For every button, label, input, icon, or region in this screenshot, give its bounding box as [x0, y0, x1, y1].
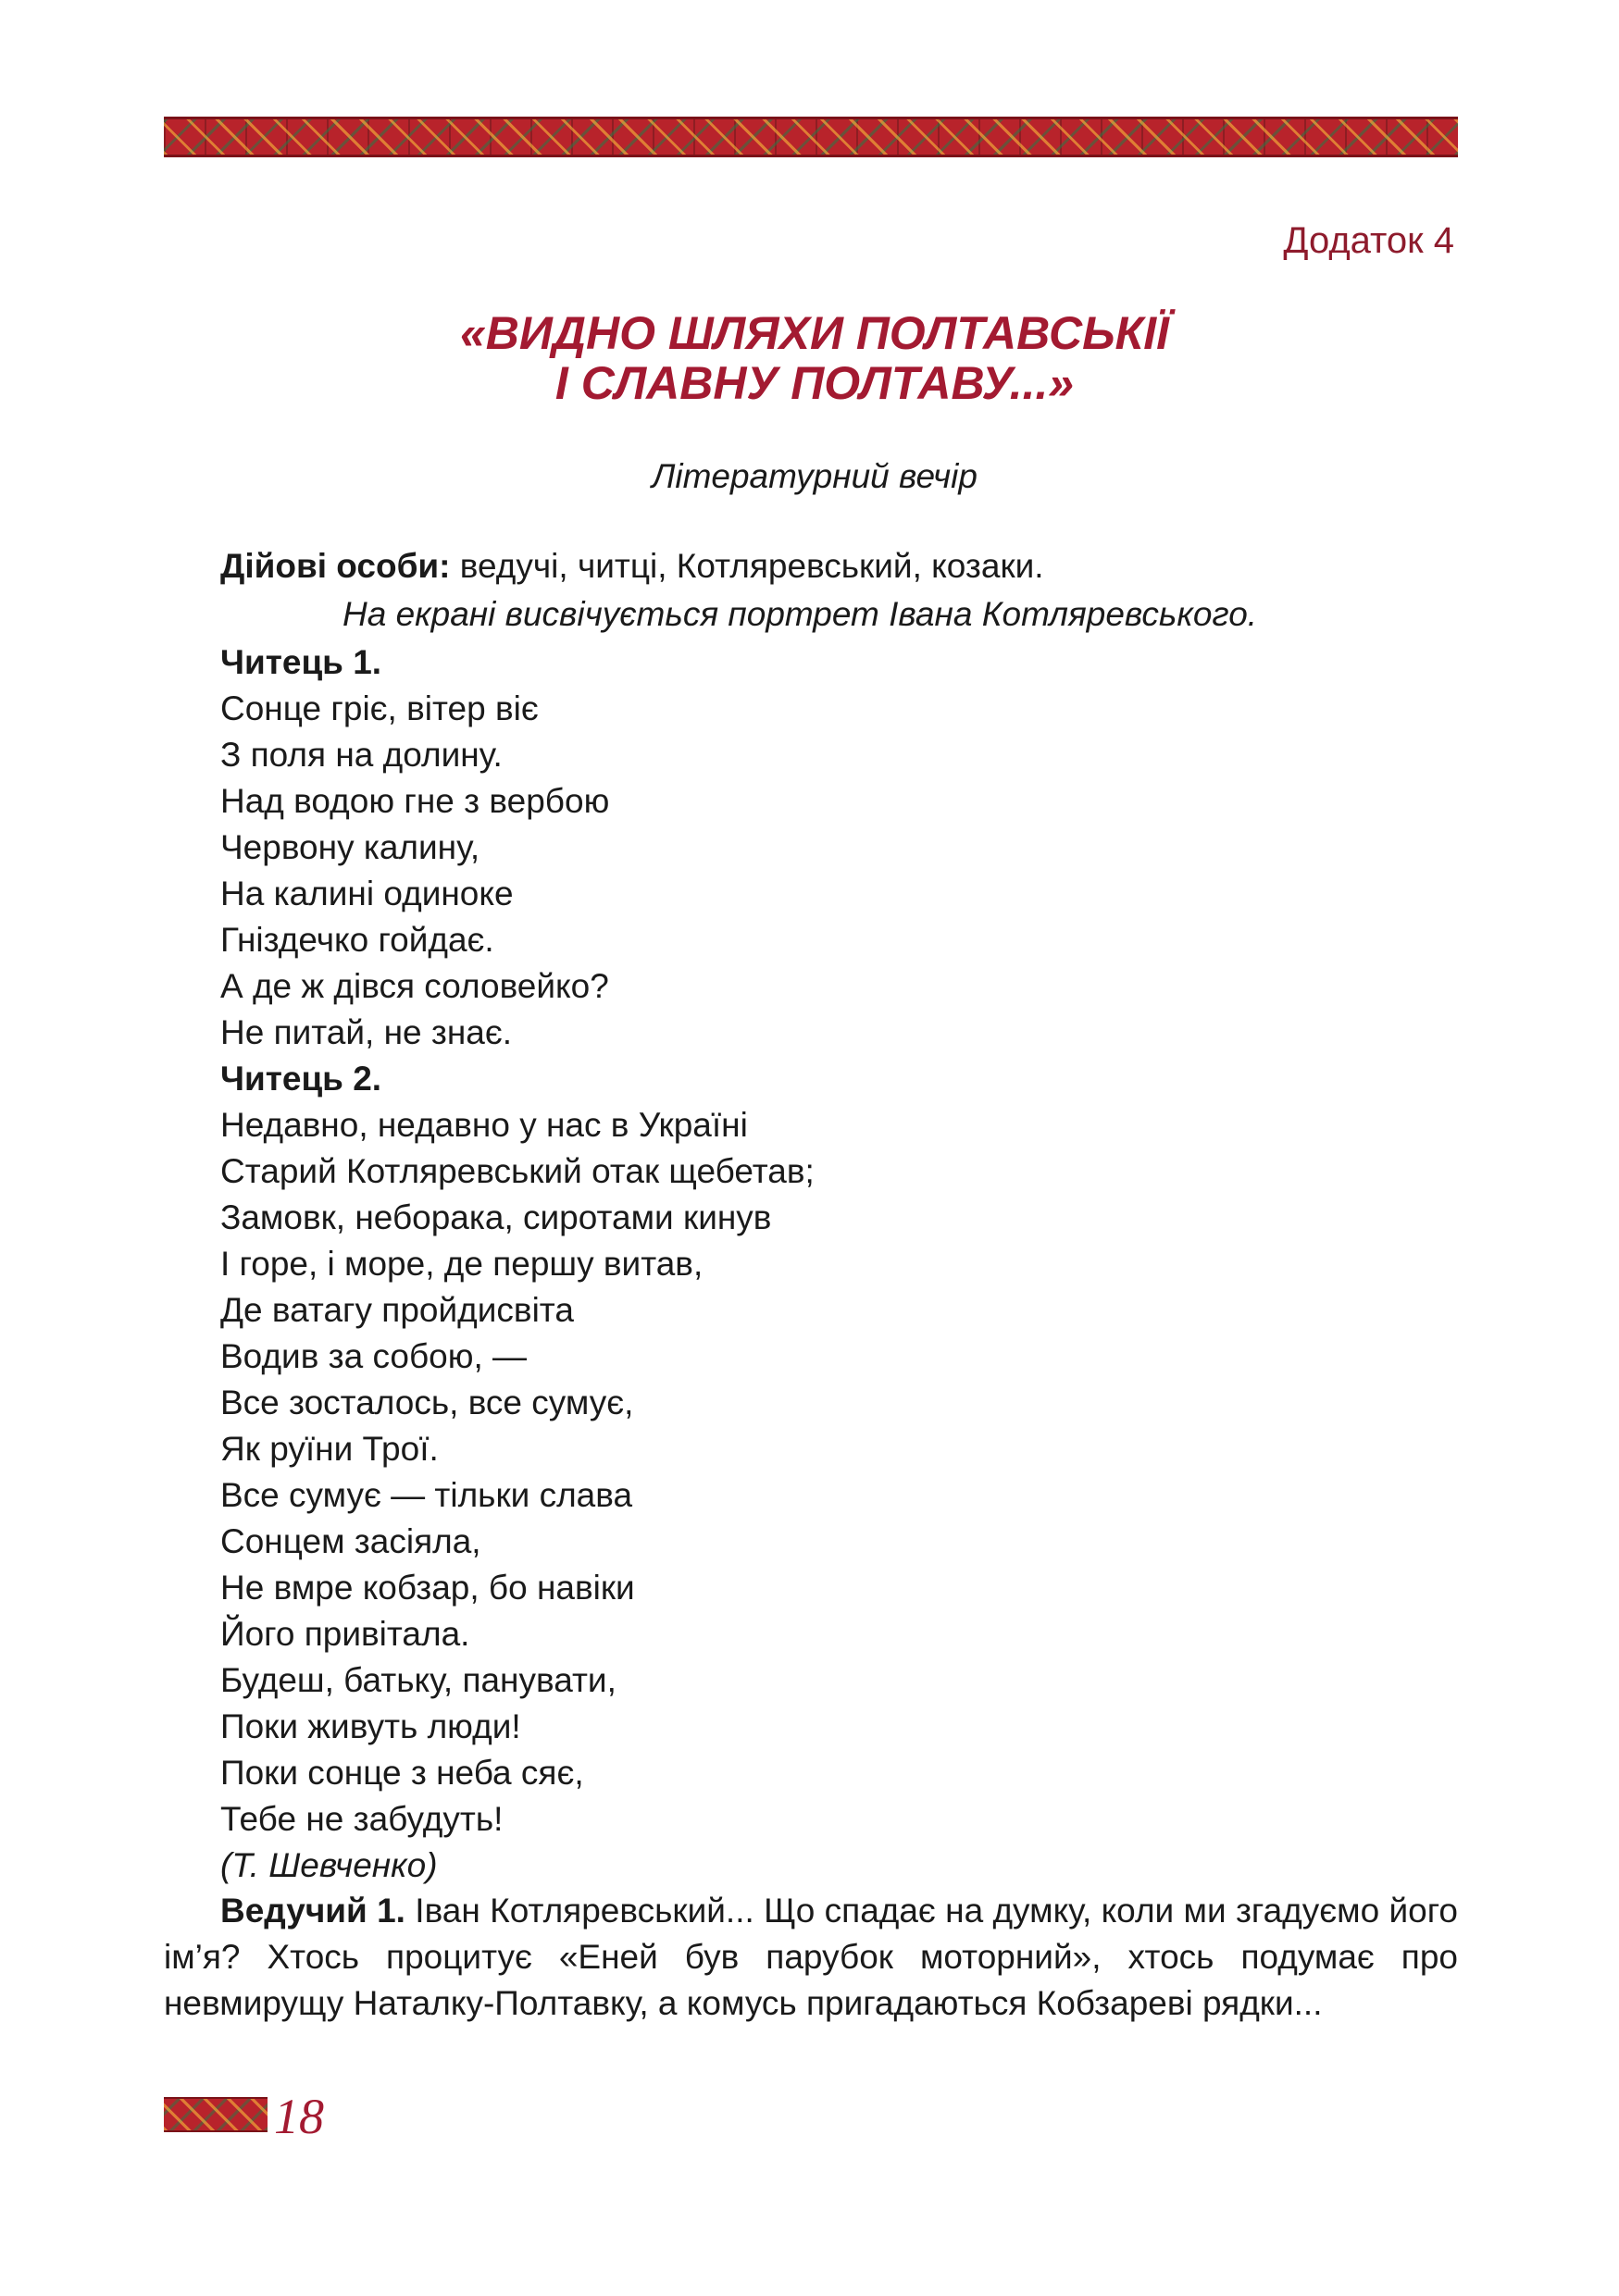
- poem-line: Все сумує — тільки слава: [220, 1476, 633, 1514]
- poem-line: Де ватагу пройдисвіта: [220, 1291, 574, 1329]
- poem-line: На калині одиноке: [220, 875, 514, 912]
- page-number: 18: [274, 2089, 324, 2144]
- poem-line: І горе, і море, де першу витав,: [220, 1245, 704, 1283]
- subtitle: Літературний вечір: [652, 457, 978, 495]
- cast-label: Дійові особи:: [220, 547, 451, 585]
- poem-line: Не вмре кобзар, бо навіки: [220, 1569, 635, 1607]
- poem-line: Поки сонце з неба сяє,: [220, 1754, 584, 1792]
- appendix-label: Додаток 4: [1283, 220, 1454, 261]
- reader-1-label: Читець 1.: [220, 643, 382, 681]
- poem-line: Як руїни Трої.: [220, 1430, 439, 1468]
- title-line-1: «ВИДНО ШЛЯХИ ПОЛТАВСЬКІЇ: [459, 307, 1169, 359]
- poem-line: Тебе не забудуть!: [220, 1800, 504, 1838]
- host-1-label: Ведучий 1.: [220, 1892, 405, 1930]
- poem-line: Будеш, батьку, панувати,: [220, 1661, 616, 1699]
- poem-line: Червону калину,: [220, 828, 480, 866]
- cast-line: [220, 549, 1044, 583]
- poem-line: Над водою гне з вербою: [220, 782, 610, 820]
- poem-line: Недавно, недавно у нас в Україні: [220, 1106, 748, 1144]
- host-1-text: Іван Котляревський... Що спадає на думку, коли ми згадуємо його ім’я? Хтось процитує «Еней був парубок моторний», хтось подумає про невмирущу Наталку-Полтавку, а комусь пригадаються Кобзареві рядки...: [164, 1892, 1458, 2022]
- stage-direction: На екрані висвічується портрет Івана Котляревського.: [342, 595, 1258, 633]
- poem-line: Старий Котляревський отак щебетав;: [220, 1152, 815, 1190]
- footer-ornament: [164, 2097, 268, 2132]
- poem-line: Не питай, не знає.: [220, 1013, 513, 1051]
- poem-line: Замовк, небоpака, сиротами кинув: [220, 1198, 772, 1236]
- host-1-paragraph: [164, 1888, 1458, 2027]
- poem-attribution: (Т. Шевченко): [220, 1846, 438, 1884]
- poem-line: Його привітала.: [220, 1615, 470, 1653]
- poem-line: Все зосталось, все сумує,: [220, 1384, 634, 1421]
- reader-2-label: Читець 2.: [220, 1060, 382, 1098]
- poem-line: Сонце гріє, вітер віє: [220, 689, 539, 727]
- title-line-2: І СЛАВНУ ПОЛТАВУ...»: [554, 357, 1075, 409]
- poem-line: Гніздечко гойдає.: [220, 921, 494, 959]
- poem-line: Сонцем засіяла,: [220, 1522, 481, 1560]
- cast-text: ведучі, читці, Котляревський, козаки.: [450, 547, 1044, 585]
- poem-line: Поки живуть люди!: [220, 1707, 521, 1745]
- poem-line: А де ж дівся соловейко?: [220, 967, 609, 1005]
- poem-line: З поля на долину.: [220, 736, 503, 774]
- poem-line: Водив за собою, —: [220, 1337, 528, 1375]
- top-ornament-border: [164, 117, 1458, 157]
